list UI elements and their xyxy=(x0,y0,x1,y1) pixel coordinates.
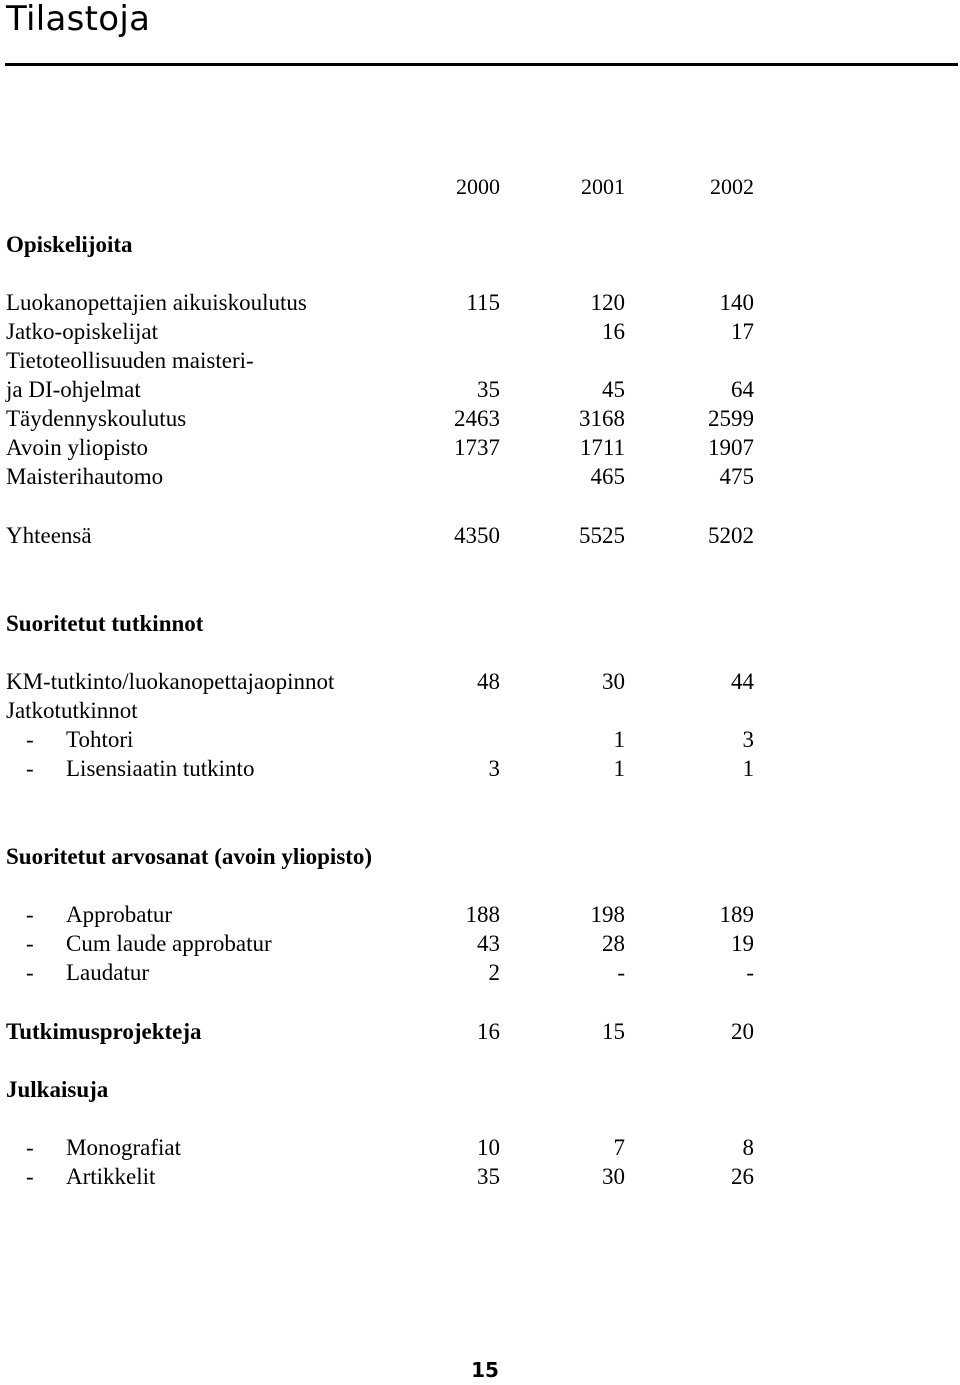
page-title: Tilastoja xyxy=(6,0,151,39)
value-2000: 48 xyxy=(477,669,500,694)
row-label: Maisterihautomo xyxy=(6,464,164,489)
row-label xyxy=(26,725,133,754)
row-label xyxy=(26,929,272,958)
list-dash: - xyxy=(26,960,34,985)
section-heading-tutkimusprojekteja xyxy=(0,1017,960,1046)
value-2002: 26 xyxy=(731,1164,754,1189)
list-dash: - xyxy=(26,756,34,781)
value-2001: 45 xyxy=(602,377,625,402)
total-2001: 5525 xyxy=(579,523,625,548)
value-2000: 115 xyxy=(466,290,500,315)
value-2002: 3 xyxy=(742,727,754,752)
list-dash: - xyxy=(26,1135,34,1160)
row-label xyxy=(26,754,254,783)
table-row xyxy=(0,375,960,404)
total-label: Yhteensä xyxy=(6,523,92,548)
value-2001: - xyxy=(617,960,625,985)
table-row xyxy=(0,1133,960,1162)
table-row xyxy=(0,667,960,696)
value-2001: 1711 xyxy=(579,435,625,460)
value-2000: 35 xyxy=(477,377,500,402)
value-2002: 8 xyxy=(742,1135,754,1160)
value-2002: - xyxy=(746,960,754,985)
value-2000: 2463 xyxy=(454,406,500,431)
total-row xyxy=(0,521,960,550)
section-heading-opiskelijoita xyxy=(0,230,960,259)
list-dash: - xyxy=(26,931,34,956)
row-label: Tietoteollisuuden maisteri- xyxy=(6,348,254,373)
table-row xyxy=(0,317,960,346)
row-label xyxy=(26,1162,155,1191)
value-2000: 188 xyxy=(465,902,500,927)
total-2002: 5202 xyxy=(708,523,754,548)
value-2001: 15 xyxy=(602,1019,625,1044)
row-label: Luokanopettajien aikuiskoulutus xyxy=(6,290,307,315)
row-label: Täydennyskoulutus xyxy=(6,406,187,431)
section-heading-label: Suoritetut arvosanat (avoin yliopisto) xyxy=(6,844,373,869)
row-label: Jatko-opiskelijat xyxy=(6,319,159,344)
row-label-text: Cum laude approbatur xyxy=(66,931,272,956)
table-row xyxy=(0,929,960,958)
value-2000: 10 xyxy=(477,1135,500,1160)
value-2001: 465 xyxy=(590,464,625,489)
table-row xyxy=(0,725,960,754)
value-2001: 1 xyxy=(613,727,625,752)
row-label-text: Monografiat xyxy=(66,1135,181,1160)
year-2001: 2001 xyxy=(581,174,625,199)
year-2002: 2002 xyxy=(710,174,754,199)
value-2002: 189 xyxy=(719,902,754,927)
section-heading-arvosanat xyxy=(0,842,960,871)
value-2000: 43 xyxy=(477,931,500,956)
row-label-text: Tohtori xyxy=(66,727,134,752)
value-2000: 3 xyxy=(488,756,500,781)
value-2000: 35 xyxy=(477,1164,500,1189)
total-2000: 4350 xyxy=(454,523,500,548)
value-2002: 64 xyxy=(731,377,754,402)
table-row xyxy=(0,958,960,987)
row-label: ja DI-ohjelmat xyxy=(6,377,141,402)
section-heading-label: Tutkimusprojekteja xyxy=(6,1019,202,1044)
row-label: Avoin yliopisto xyxy=(6,435,149,460)
value-2002: 140 xyxy=(719,290,754,315)
year-header-row xyxy=(0,172,960,201)
section-heading-label: Julkaisuja xyxy=(6,1077,109,1102)
row-label: Jatkotutkinnot xyxy=(6,698,138,723)
list-dash: - xyxy=(26,1164,34,1189)
table-row xyxy=(0,288,960,317)
value-2000: 1737 xyxy=(454,435,500,460)
list-dash: - xyxy=(26,902,34,927)
section-heading-tutkinnot xyxy=(0,609,960,638)
value-2002: 475 xyxy=(719,464,754,489)
value-2002: 20 xyxy=(731,1019,754,1044)
value-2001: 30 xyxy=(602,1164,625,1189)
section-heading-julkaisuja xyxy=(0,1075,960,1104)
value-2000: 2 xyxy=(488,960,500,985)
value-2002: 44 xyxy=(731,669,754,694)
table-row xyxy=(0,433,960,462)
table-row xyxy=(0,900,960,929)
value-2002: 1 xyxy=(742,756,754,781)
value-2001: 1 xyxy=(613,756,625,781)
section-heading-label: Opiskelijoita xyxy=(6,232,133,257)
row-label xyxy=(26,1133,181,1162)
row-label xyxy=(26,900,172,929)
table-row xyxy=(0,696,960,725)
table-row xyxy=(0,404,960,433)
year-2000: 2000 xyxy=(456,174,500,199)
row-label xyxy=(26,958,149,987)
row-label: KM-tutkinto/luokanopettajaopinnot xyxy=(6,669,335,694)
value-2001: 7 xyxy=(613,1135,625,1160)
value-2001: 3168 xyxy=(579,406,625,431)
value-2001: 198 xyxy=(590,902,625,927)
page-number: 15 xyxy=(471,1358,499,1382)
row-label-text: Laudatur xyxy=(66,960,150,985)
value-2002: 1907 xyxy=(708,435,754,460)
table-row xyxy=(0,346,960,375)
value-2001: 28 xyxy=(602,931,625,956)
value-2000: 16 xyxy=(477,1019,500,1044)
table-row xyxy=(0,754,960,783)
value-2001: 30 xyxy=(602,669,625,694)
value-2001: 16 xyxy=(602,319,625,344)
value-2002: 2599 xyxy=(708,406,754,431)
row-label-text: Artikkelit xyxy=(66,1164,156,1189)
table-row xyxy=(0,462,960,491)
value-2002: 17 xyxy=(731,319,754,344)
title-rule xyxy=(5,63,958,66)
section-heading-label: Suoritetut tutkinnot xyxy=(6,611,204,636)
value-2002: 19 xyxy=(731,931,754,956)
list-dash: - xyxy=(26,727,34,752)
value-2001: 120 xyxy=(590,290,625,315)
table-row xyxy=(0,1162,960,1191)
row-label-text: Approbatur xyxy=(66,902,173,927)
row-label-text: Lisensiaatin tutkinto xyxy=(66,756,255,781)
